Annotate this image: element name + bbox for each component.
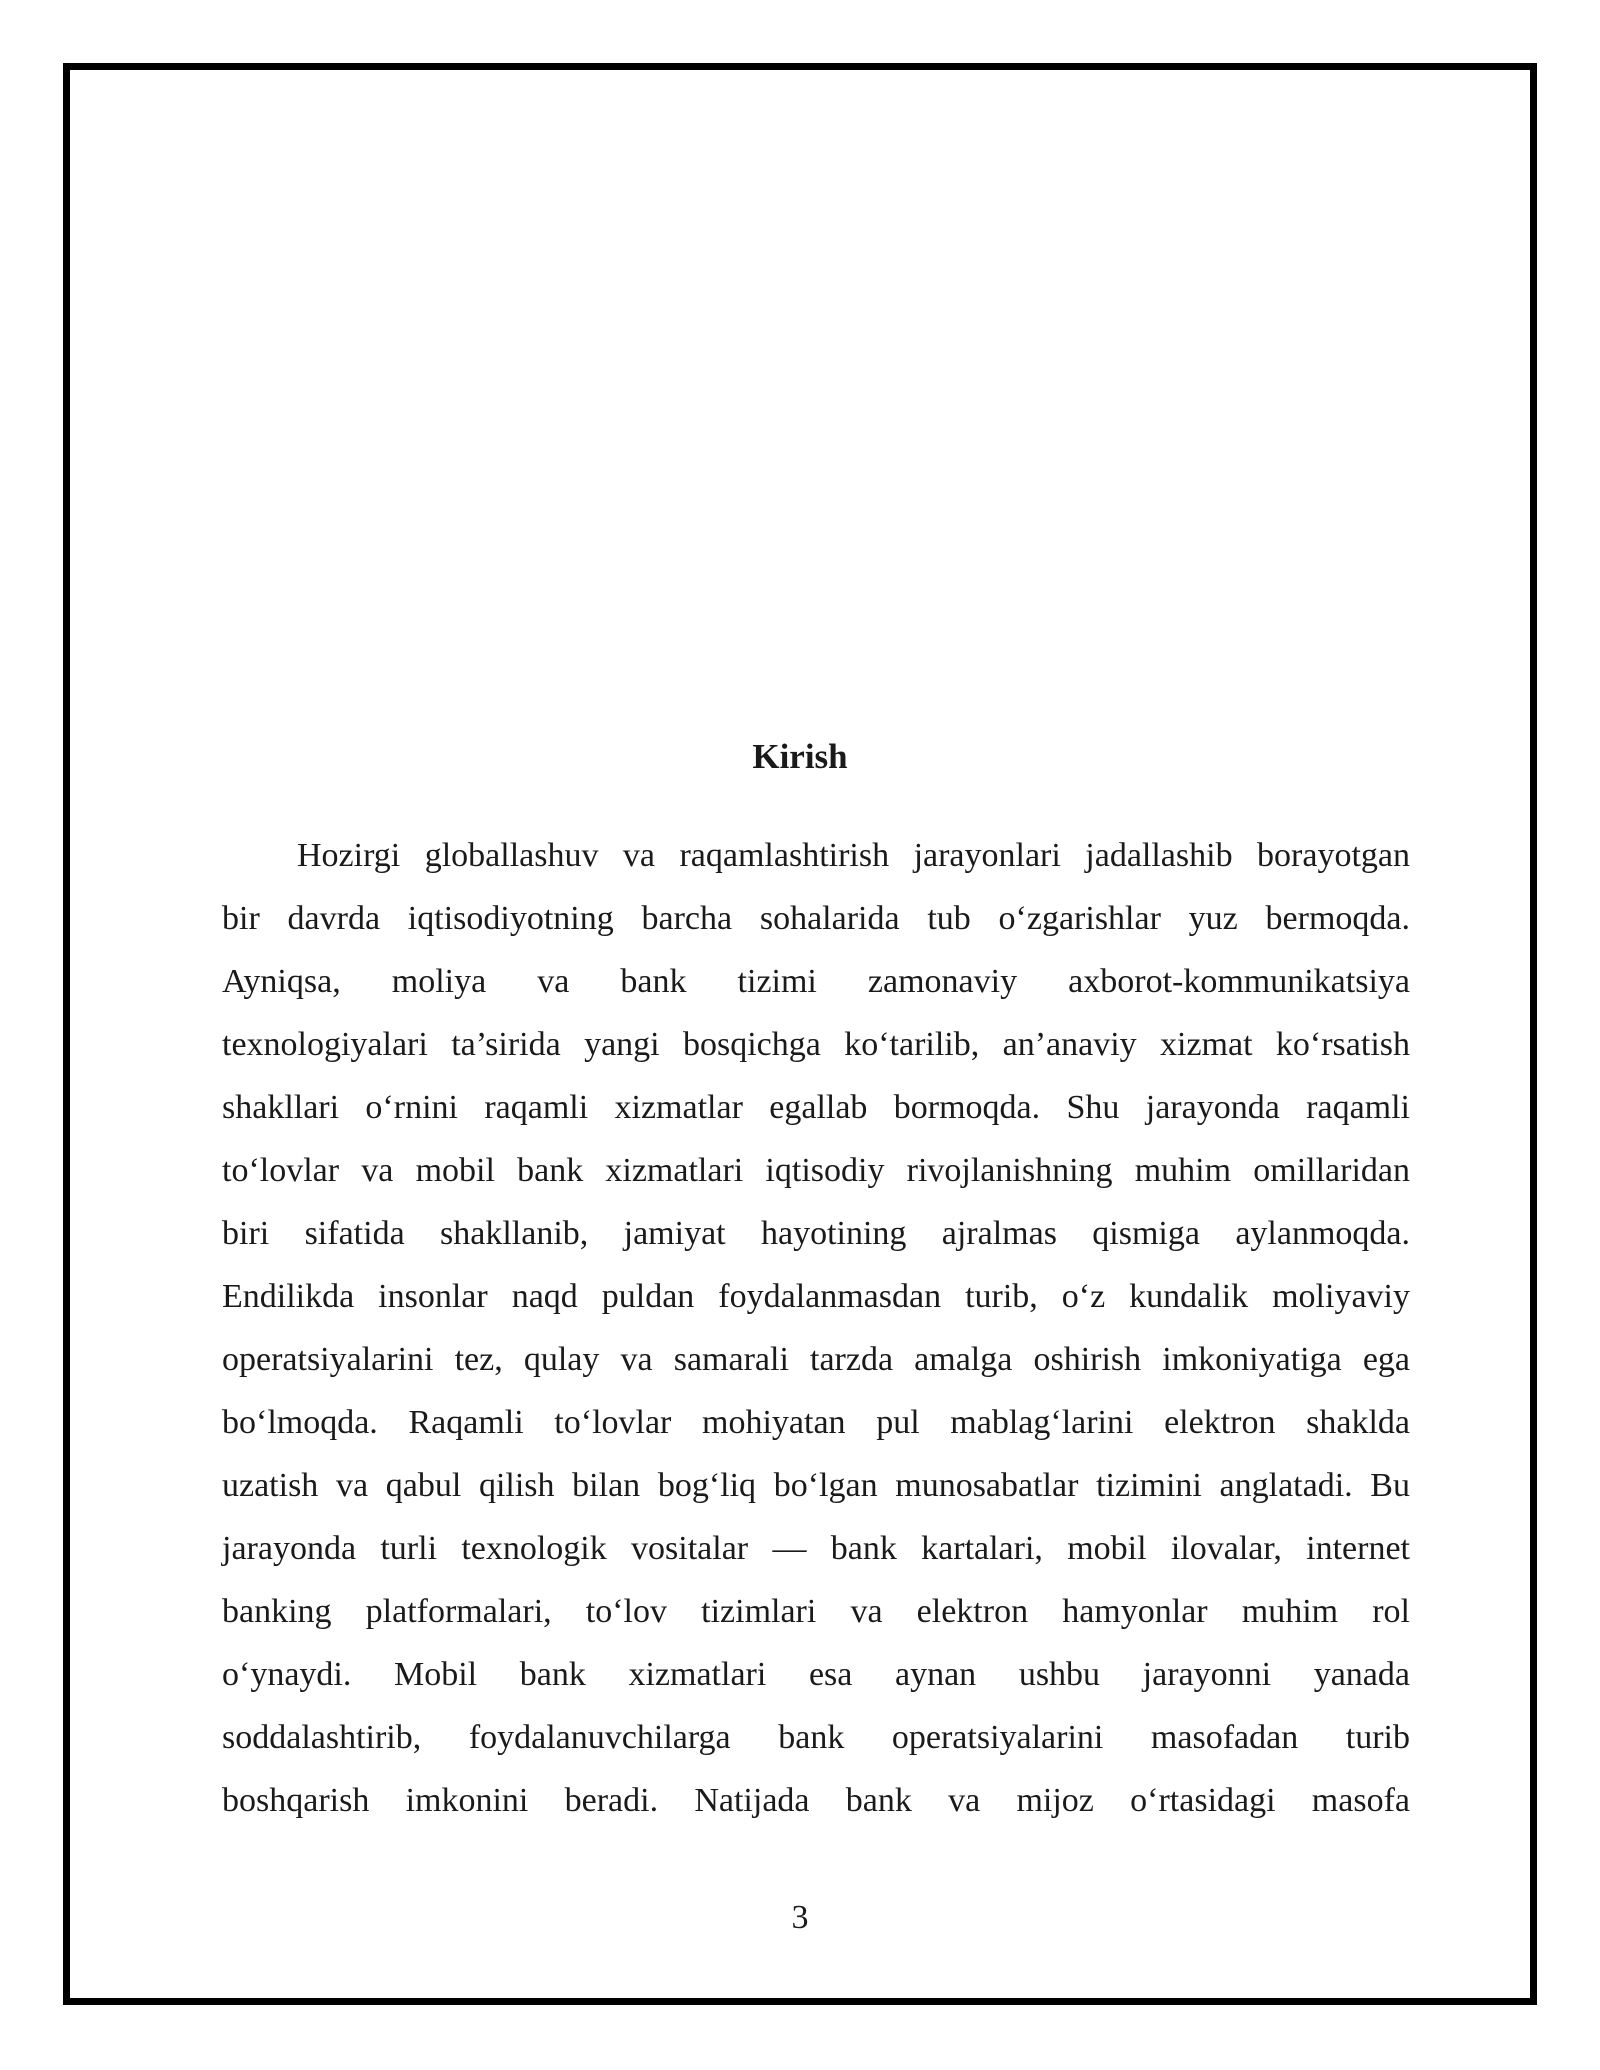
- body-paragraph: [222, 824, 1410, 1832]
- paragraph-line: jarayonda turli texnologik vositalar — bank kartalari, mobil ilovalar, internet: [222, 1530, 1410, 1567]
- paragraph-line: Endilikda insonlar naqd puldan foydalanmasdan turib, oʻz kundalik moliyaviy: [222, 1278, 1410, 1315]
- paragraph-line: Hozirgi globallashuv va raqamlashtirish jarayonlari jadallashib borayotgan: [297, 837, 1410, 874]
- paragraph-line: banking platformalari, toʻlov tizimlari va elektron hamyonlar muhim rol: [222, 1593, 1410, 1630]
- paragraph-line: toʻlovlar va mobil bank xizmatlari iqtisodiy rivojlanishning muhim omillaridan: [222, 1152, 1410, 1189]
- paragraph-line: boʻlmoqda. Raqamli toʻlovlar mohiyatan pul mablagʻlarini elektron shaklda: [222, 1404, 1410, 1441]
- paragraph-line: uzatish va qabul qilish bilan bogʻliq boʻlgan munosabatlar tizimini anglatadi. Bu: [222, 1467, 1410, 1504]
- paragraph-line: bir davrda iqtisodiyotning barcha sohalarida tub oʻzgarishlar yuz bermoqda.: [222, 900, 1410, 937]
- paragraph-line: texnologiyalari ta’sirida yangi bosqichga koʻtarilib, an’anaviy xizmat koʻrsatish: [222, 1026, 1410, 1063]
- paragraph-line: oʻynaydi. Mobil bank xizmatlari esa aynan ushbu jarayonni yanada: [222, 1656, 1410, 1693]
- paragraph-line: boshqarish imkonini beradi. Natijada bank va mijoz oʻrtasidagi masofa: [222, 1782, 1410, 1819]
- paragraph-line: biri sifatida shakllanib, jamiyat hayotining ajralmas qismiga aylanmoqda.: [222, 1215, 1410, 1252]
- paragraph-line: shakllari oʻrnini raqamli xizmatlar egallab bormoqda. Shu jarayonda raqamli: [222, 1089, 1410, 1126]
- paragraph-line: operatsiyalarini tez, qulay va samarali tarzda amalga oshirish imkoniyatiga ega: [222, 1341, 1410, 1378]
- page-number: 3: [791, 1899, 809, 1936]
- paragraph-line: soddalashtirib, foydalanuvchilarga bank operatsiyalarini masofadan turib: [222, 1719, 1410, 1756]
- section-heading: Kirish: [752, 737, 848, 776]
- paragraph-line: Ayniqsa, moliya va bank tizimi zamonaviy axborot-kommunikatsiya: [222, 963, 1410, 1000]
